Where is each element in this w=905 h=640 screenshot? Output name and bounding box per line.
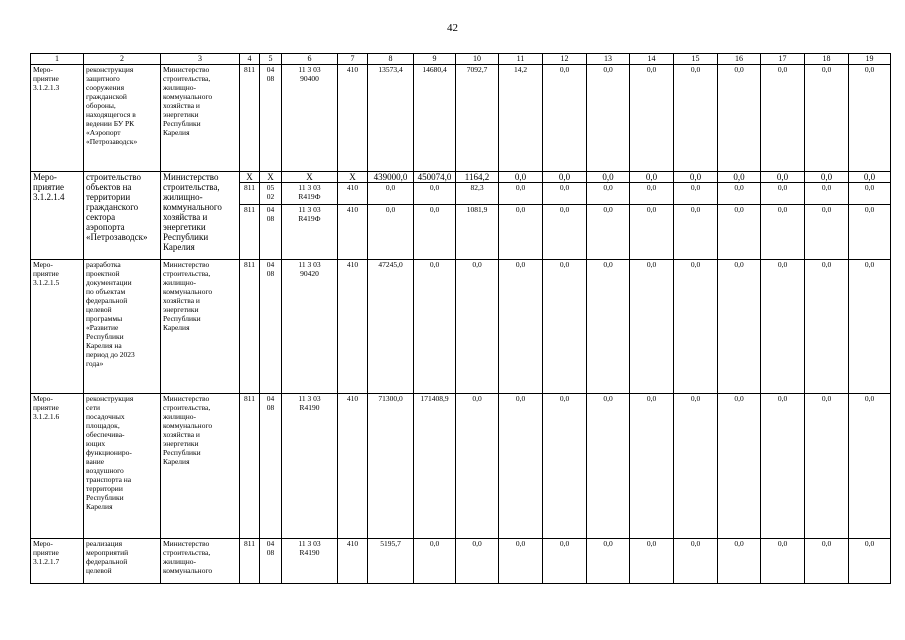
- amount-cell: 0,0: [414, 260, 456, 394]
- amount-cell: 0,0: [761, 539, 805, 584]
- section-code: 04 08: [260, 205, 282, 260]
- column-header: 6: [282, 54, 338, 65]
- amount-cell: 0,0: [761, 394, 805, 539]
- amount-cell: 0,0: [761, 260, 805, 394]
- expense-type-code: 410: [338, 260, 368, 394]
- amount-cell: 0,0: [630, 172, 674, 183]
- amount-cell: 0,0: [587, 172, 630, 183]
- event-executor: Министерство строительства, жилищно- коммунального хозяйства и энергетики Республики Карелия: [161, 65, 240, 172]
- amount-cell: 0,0: [674, 172, 718, 183]
- target-article-code: 11 3 03 90400: [282, 65, 338, 172]
- column-header: 11: [499, 54, 543, 65]
- target-article-code: 11 3 03 R419Ф: [282, 183, 338, 205]
- column-header: 12: [543, 54, 587, 65]
- ministry-code: 811: [240, 183, 260, 205]
- amount-cell: 0,0: [630, 65, 674, 172]
- amount-cell: 0,0: [587, 260, 630, 394]
- page-number: 42: [447, 22, 458, 34]
- amount-cell: 0,0: [805, 539, 849, 584]
- amount-cell: 0,0: [630, 183, 674, 205]
- target-article-code: 11 3 03 R419Ф: [282, 205, 338, 260]
- expense-type-code: 410: [338, 183, 368, 205]
- amount-cell: 0,0: [543, 172, 587, 183]
- section-code: 04 08: [260, 539, 282, 584]
- section-code: Х: [260, 172, 282, 183]
- ministry-code: 811: [240, 394, 260, 539]
- amount-cell: 0,0: [543, 260, 587, 394]
- amount-cell: 0,0: [674, 65, 718, 172]
- amount-cell: 0,0: [849, 65, 891, 172]
- column-header: 9: [414, 54, 456, 65]
- amount-cell: 0,0: [805, 172, 849, 183]
- event-code: Меро- приятие 3.1.2.1.4: [31, 172, 84, 260]
- target-article-code: 11 3 03 R4190: [282, 394, 338, 539]
- column-header: 10: [456, 54, 499, 65]
- amount-cell: 0,0: [499, 539, 543, 584]
- amount-cell: 0,0: [499, 183, 543, 205]
- amount-cell: 0,0: [630, 205, 674, 260]
- column-header: 4: [240, 54, 260, 65]
- event-code: Меро- приятие 3.1.2.1.7: [31, 539, 84, 584]
- table-body: [31, 65, 891, 584]
- amount-cell: 14680,4: [414, 65, 456, 172]
- ministry-code: 811: [240, 260, 260, 394]
- column-header: 17: [761, 54, 805, 65]
- section-code: 04 08: [260, 260, 282, 394]
- amount-cell: 0,0: [805, 65, 849, 172]
- event-code: Меро- приятие 3.1.2.1.3: [31, 65, 84, 172]
- expense-type-code: Х: [338, 172, 368, 183]
- amount-cell: 0,0: [499, 394, 543, 539]
- column-header: 19: [849, 54, 891, 65]
- amount-cell: 0,0: [674, 394, 718, 539]
- amount-cell: 1081,9: [456, 205, 499, 260]
- amount-cell: 0,0: [718, 260, 761, 394]
- amount-cell: 0,0: [587, 205, 630, 260]
- amount-cell: 0,0: [368, 183, 414, 205]
- event-description: реконструкция сети посадочных площадок, обеспечива- ющих функциониро- вание воздушного транспорта на территории Республики Карелия: [84, 394, 161, 539]
- amount-cell: 0,0: [499, 205, 543, 260]
- amount-cell: 0,0: [368, 205, 414, 260]
- amount-cell: 450074,0: [414, 172, 456, 183]
- column-header: 8: [368, 54, 414, 65]
- amount-cell: 0,0: [543, 183, 587, 205]
- amount-cell: 0,0: [587, 539, 630, 584]
- amount-cell: 71300,0: [368, 394, 414, 539]
- event-description: реконструкция защитного сооружения гражданской обороны, находящегося в ведении БУ РК «Аэропорт «Петрозаводск»: [84, 65, 161, 172]
- amount-cell: 0,0: [718, 205, 761, 260]
- event-description: строительство объектов на территории гражданского сектора аэропорта «Петрозаводск»: [84, 172, 161, 260]
- table-row: [31, 260, 891, 394]
- ministry-code: Х: [240, 172, 260, 183]
- amount-cell: 0,0: [414, 539, 456, 584]
- table-row: [31, 172, 891, 183]
- expense-type-code: 410: [338, 394, 368, 539]
- amount-cell: 13573,4: [368, 65, 414, 172]
- amount-cell: 0,0: [849, 172, 891, 183]
- event-executor: Министерство строительства, жилищно- коммунального: [161, 539, 240, 584]
- column-header: 1: [31, 54, 84, 65]
- amount-cell: 0,0: [456, 394, 499, 539]
- amount-cell: 0,0: [805, 260, 849, 394]
- column-header: 3: [161, 54, 240, 65]
- amount-cell: 0,0: [543, 394, 587, 539]
- ministry-code: 811: [240, 539, 260, 584]
- section-code: 04 08: [260, 65, 282, 172]
- amount-cell: 439000,0: [368, 172, 414, 183]
- event-code: Меро- приятие 3.1.2.1.6: [31, 394, 84, 539]
- amount-cell: 0,0: [849, 539, 891, 584]
- column-header: 13: [587, 54, 630, 65]
- table-row: [31, 539, 891, 584]
- section-code: 04 08: [260, 394, 282, 539]
- header-row: [31, 54, 891, 65]
- event-executor: Министерство строительства, жилищно- коммунального хозяйства и энергетики Республики Карелия: [161, 172, 240, 260]
- amount-cell: 0,0: [718, 394, 761, 539]
- expense-type-code: 410: [338, 65, 368, 172]
- amount-cell: 0,0: [761, 205, 805, 260]
- amount-cell: 0,0: [674, 539, 718, 584]
- ministry-code: 811: [240, 65, 260, 172]
- amount-cell: 1164,2: [456, 172, 499, 183]
- amount-cell: 0,0: [543, 65, 587, 172]
- expense-type-code: 410: [338, 205, 368, 260]
- amount-cell: 0,0: [587, 394, 630, 539]
- amount-cell: 0,0: [805, 394, 849, 539]
- amount-cell: 0,0: [805, 205, 849, 260]
- expense-type-code: 410: [338, 539, 368, 584]
- table-row: [31, 394, 891, 539]
- event-description: разработка проектной документации по объектам федеральной целевой программы «Развитие Республики Карелия на период до 2023 года»: [84, 260, 161, 394]
- amount-cell: 0,0: [718, 539, 761, 584]
- amount-cell: 5195,7: [368, 539, 414, 584]
- amount-cell: 0,0: [499, 172, 543, 183]
- amount-cell: 47245,0: [368, 260, 414, 394]
- amount-cell: 0,0: [414, 205, 456, 260]
- amount-cell: 0,0: [456, 260, 499, 394]
- amount-cell: 0,0: [849, 394, 891, 539]
- amount-cell: 171408,9: [414, 394, 456, 539]
- target-article-code: Х: [282, 172, 338, 183]
- column-header: 18: [805, 54, 849, 65]
- amount-cell: 82,3: [456, 183, 499, 205]
- amount-cell: 0,0: [849, 183, 891, 205]
- column-header: 16: [718, 54, 761, 65]
- amount-cell: 0,0: [587, 65, 630, 172]
- amount-cell: 0,0: [761, 65, 805, 172]
- amount-cell: 0,0: [761, 172, 805, 183]
- amount-cell: 0,0: [718, 65, 761, 172]
- amount-cell: 0,0: [849, 205, 891, 260]
- column-header: 5: [260, 54, 282, 65]
- budget-table: [30, 53, 891, 584]
- ministry-code: 811: [240, 205, 260, 260]
- amount-cell: 0,0: [718, 183, 761, 205]
- amount-cell: 14,2: [499, 65, 543, 172]
- event-executor: Министерство строительства, жилищно- коммунального хозяйства и энергетики Республики Карелия: [161, 260, 240, 394]
- amount-cell: 0,0: [674, 205, 718, 260]
- amount-cell: 0,0: [630, 539, 674, 584]
- event-executor: Министерство строительства, жилищно- коммунального хозяйства и энергетики Республики Карелия: [161, 394, 240, 539]
- target-article-code: 11 3 03 90420: [282, 260, 338, 394]
- amount-cell: 0,0: [718, 172, 761, 183]
- table-row: [31, 65, 891, 172]
- amount-cell: 0,0: [543, 539, 587, 584]
- amount-cell: 0,0: [587, 183, 630, 205]
- event-code: Меро- приятие 3.1.2.1.5: [31, 260, 84, 394]
- amount-cell: 0,0: [456, 539, 499, 584]
- amount-cell: 0,0: [543, 205, 587, 260]
- amount-cell: 0,0: [761, 183, 805, 205]
- column-header: 7: [338, 54, 368, 65]
- amount-cell: 7092,7: [456, 65, 499, 172]
- amount-cell: 0,0: [414, 183, 456, 205]
- section-code: 05 02: [260, 183, 282, 205]
- amount-cell: 0,0: [849, 260, 891, 394]
- amount-cell: 0,0: [805, 183, 849, 205]
- column-header: 15: [674, 54, 718, 65]
- amount-cell: 0,0: [499, 260, 543, 394]
- amount-cell: 0,0: [674, 260, 718, 394]
- amount-cell: 0,0: [630, 260, 674, 394]
- event-description: реализация мероприятий федеральной целевой: [84, 539, 161, 584]
- column-header: 2: [84, 54, 161, 65]
- column-header: 14: [630, 54, 674, 65]
- amount-cell: 0,0: [630, 394, 674, 539]
- amount-cell: 0,0: [674, 183, 718, 205]
- target-article-code: 11 3 03 R4190: [282, 539, 338, 584]
